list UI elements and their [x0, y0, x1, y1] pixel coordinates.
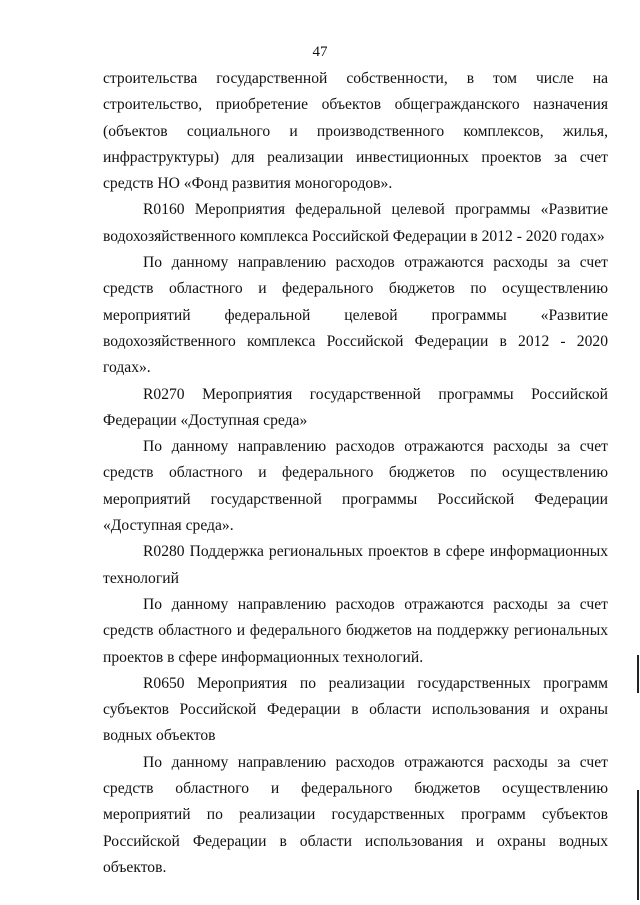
document-body — [103, 66, 608, 881]
paragraph-r0160-description: По данному направлению расходов отражаются расходы за счет средств областного и федерального бюджетов по осуществлению мероприятий федеральной целевой программы «Развитие водохозяйственного комплекса Российской Федерации в 2012 - 2020 годах». — [103, 254, 608, 377]
paragraph-r0280-description: По данному направлению расходов отражаются расходы за счет средств областного и федерального бюджетов на поддержку региональных проектов в сфере информационных технологий. — [103, 595, 608, 666]
paragraph-r0280-heading: R0280 Поддержка региональных проектов в сфере информационных технологий — [103, 543, 608, 587]
paragraph-r0650-description: По данному направлению расходов отражаются расходы за счет средств областного и федерального бюджетов осуществлению мероприятий по реализации государственных программ субъектов Российской Федерации в области использования и охраны водных объектов. — [103, 753, 608, 876]
page-number: 47 — [312, 44, 328, 60]
paragraph-r0270-description: По данному направлению расходов отражаются расходы за счет средств областного и федерального бюджетов по осуществлению мероприятий государственной программы Российской Федерации «Доступная среда». — [103, 438, 608, 535]
paragraph-r0270-heading: R0270 Мероприятия государственной программы Российской Федерации «Доступная среда» — [103, 385, 608, 429]
paragraph-r0160-heading: R0160 Мероприятия федеральной целевой программы «Развитие водохозяйственного комплекса Российской Федерации в 2012 - 2020 годах» — [103, 201, 608, 245]
scan-edge-mark — [637, 790, 639, 900]
scan-edge-mark — [637, 655, 639, 693]
paragraph-continuation: строительства государственной собственности, в том числе на строительство, приобретение объектов общегражданского назначения (объектов социального и производственного комплексов, жилья, инфраструктуры) для реализации инвестиционных проектов за счет средств НО «Фонд развития моногородов». — [103, 70, 608, 193]
paragraph-r0650-heading: R0650 Мероприятия по реализации государственных программ субъектов Российской Федерации в области использования и охраны водных объектов — [103, 674, 608, 745]
